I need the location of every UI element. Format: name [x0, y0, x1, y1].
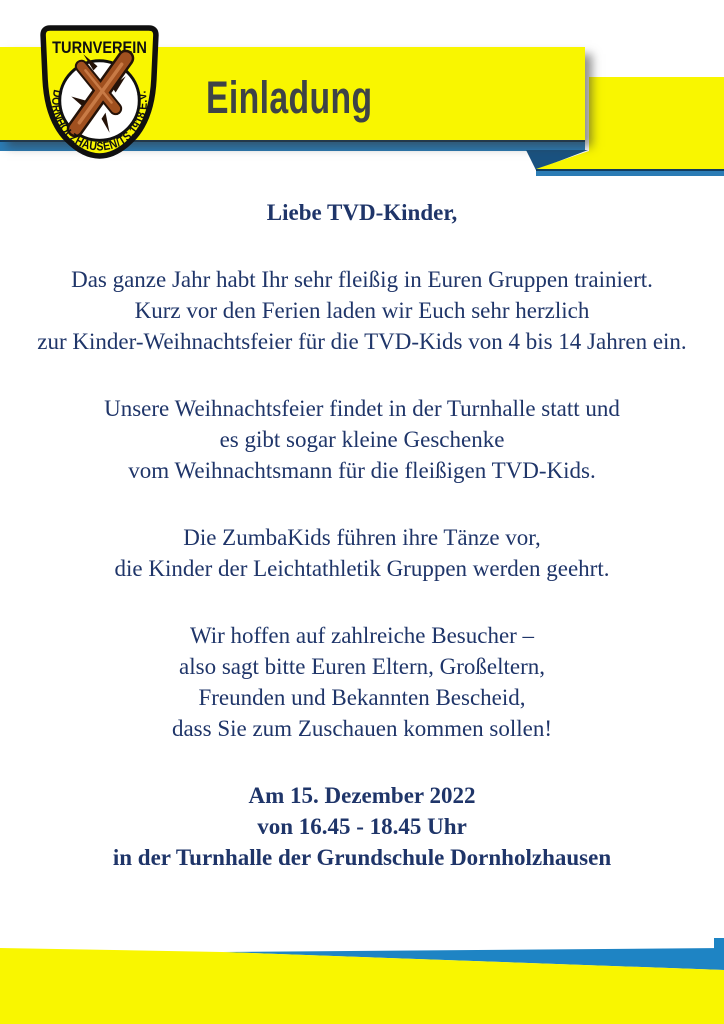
paragraph-line: in der Turnhalle der Grundschule Dornholzhausen [112, 845, 612, 870]
paragraph-line: vom Weihnachtsmann für die fleißigen TVD-Kids. [128, 458, 596, 483]
salutation: Liebe TVD-Kinder, [266, 200, 458, 225]
paragraph [0, 393, 724, 486]
paragraph-line: also sagt bitte Euren Eltern, Großeltern, [179, 654, 545, 679]
paragraph-line: Freunden und Bekannten Bescheid, [198, 685, 526, 710]
paragraph-line: zur Kinder-Weihnachtsfeier für die TVD-Kids von 4 bis 14 Jahren ein. [37, 329, 687, 354]
paragraph-line: die Kinder der Leichtathletik Gruppen werden geehrt. [114, 556, 610, 581]
paragraph-line: Unsere Weihnachtsfeier findet in der Turnhalle statt und [104, 396, 620, 421]
paragraph [0, 522, 724, 584]
paragraph [0, 780, 724, 873]
letter-body [0, 197, 724, 909]
paragraph [0, 620, 724, 744]
paragraph-line: Kurz vor den Ferien laden wir Euch sehr herzlich [134, 298, 590, 323]
club-logo [35, 24, 164, 161]
paragraph [0, 264, 724, 357]
paragraph-line: Wir hoffen auf zahlreiche Besucher – [189, 623, 535, 648]
letter-paragraphs [0, 264, 724, 873]
page-title: Einladung [206, 72, 373, 123]
header-blue-stripe-right [536, 169, 724, 176]
footer-blue-tab [714, 938, 724, 954]
paragraph-line: Die ZumbaKids führen ihre Tänze vor, [183, 525, 541, 550]
paragraph-line: von 16.45 - 18.45 Uhr [257, 814, 467, 839]
logo-location-text: DORNHOLZHAUSEN/TS.1918 E.V. [48, 88, 151, 154]
logo-club-name: TURNVEREIN [52, 38, 147, 58]
paragraph-line: es gibt sogar kleine Geschenke [219, 427, 505, 452]
paragraph-line: Am 15. Dezember 2022 [248, 783, 476, 808]
paragraph-line: dass Sie zum Zuschauen kommen sollen! [171, 716, 553, 741]
paragraph-line: Das ganze Jahr habt Ihr sehr fleißig in Euren Gruppen trainiert. [71, 267, 653, 292]
